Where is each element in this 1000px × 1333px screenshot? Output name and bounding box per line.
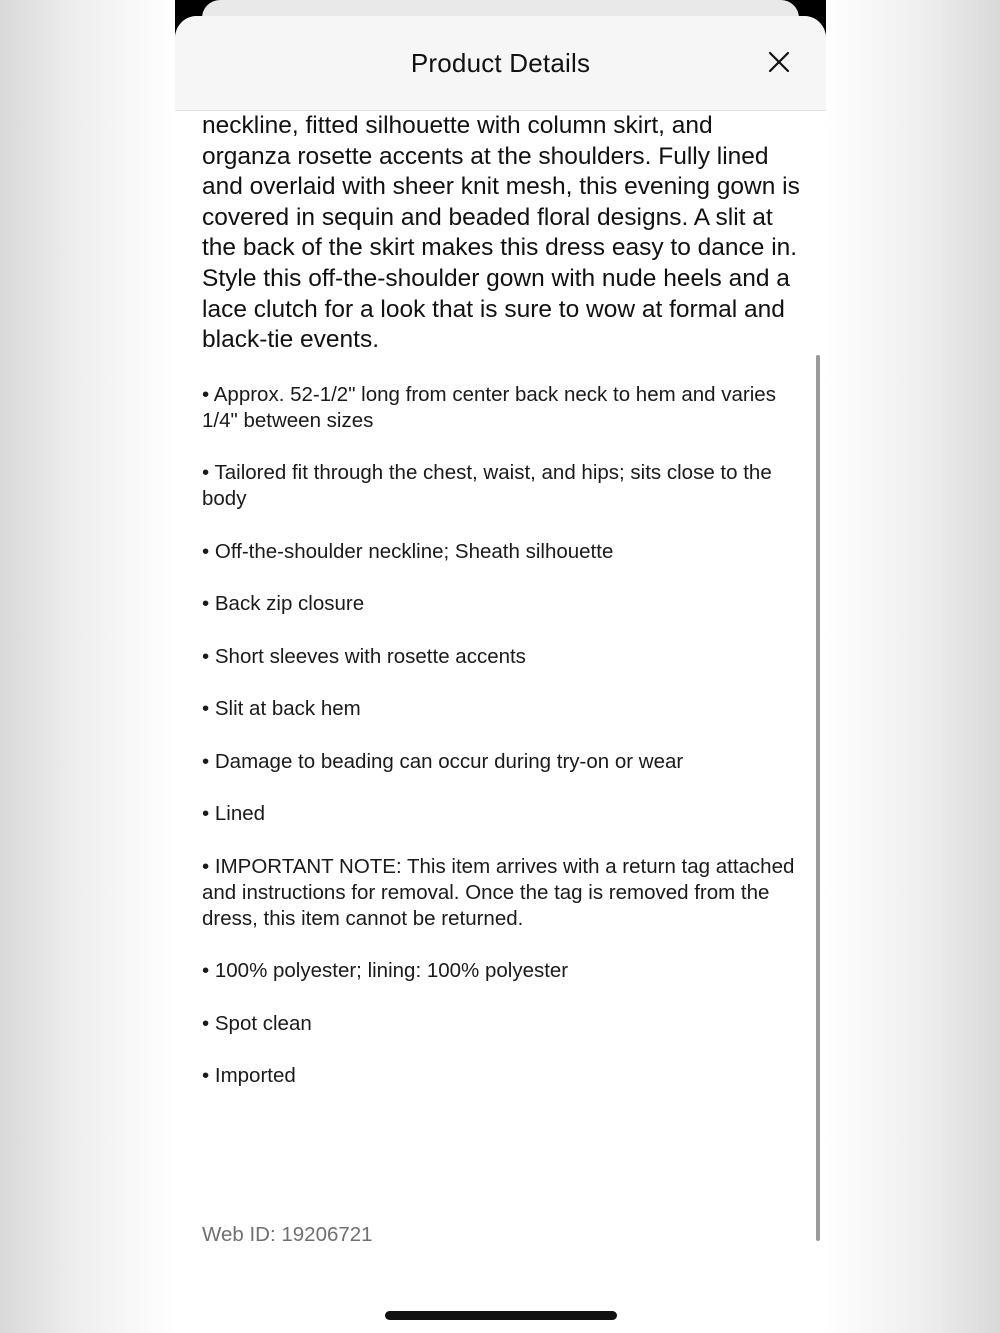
detail-item: • Tailored fit through the chest, waist, and hips; sits close to the body: [202, 461, 772, 511]
detail-item: • Approx. 52-1/2" long from center back neck to hem and varies 1/4" between sizes: [202, 382, 776, 432]
detail-item: • Off-the-shoulder neckline; Sheath silhouette: [202, 539, 614, 563]
detail-item: • IMPORTANT NOTE: This item arrives with a return tag attached and instructions for removal. Once the tag is removed from the dress, this item cannot be returned.: [202, 854, 795, 930]
detail-item: • Short sleeves with rosette accents: [202, 644, 526, 668]
detail-item: • Slit at back hem: [202, 697, 361, 721]
product-details-list: [202, 382, 802, 1090]
detail-item: • Lined: [202, 802, 266, 826]
detail-item: • Spot clean: [202, 1011, 312, 1035]
product-details-sheet: [175, 16, 826, 1333]
details-content[interactable]: [202, 111, 802, 1116]
close-icon: [763, 46, 795, 78]
home-indicator[interactable]: [385, 1311, 617, 1320]
scrollbar[interactable]: [816, 355, 820, 1241]
web-id: Web ID: 19206721: [202, 1223, 373, 1246]
detail-item: • Back zip closure: [202, 592, 365, 616]
detail-item: • Damage to beading can occur during try-on or wear: [202, 749, 684, 773]
product-description: neckline, fitted silhouette with column skirt, and organza rosette accents at the shoulders. Fully lined and overlaid with sheer knit mesh, this evening gown is covered in sequin and beaded floral designs. A slit at the back of the skirt makes this dress easy to dance in. Style this off-the-shoulder gown with nude heels and a lace clutch for a look that is sure to wow at formal and black-tie events.: [202, 112, 800, 354]
detail-item: • 100% polyester; lining: 100% polyester: [202, 959, 569, 983]
sheet-title: Product Details: [410, 48, 591, 78]
sheet-header: [175, 16, 826, 111]
close-button[interactable]: [763, 46, 795, 78]
phone-screen: [175, 0, 826, 1333]
detail-item: • Imported: [202, 1064, 296, 1088]
